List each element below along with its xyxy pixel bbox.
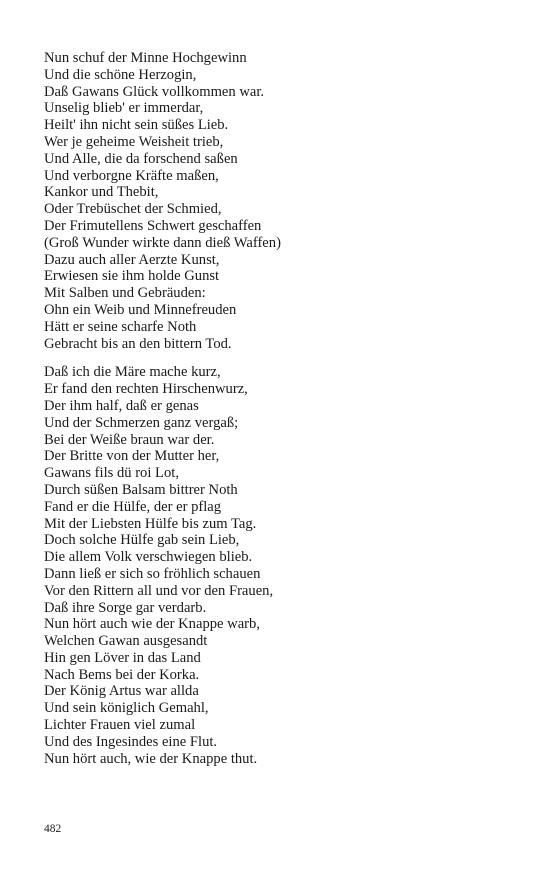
verse-line: Und der Schmerzen ganz vergaß; (44, 414, 239, 431)
verse-line: Und Alle, die da forschend saßen (44, 150, 238, 167)
verse-line: Er fand den rechten Hirschenwurz, (44, 381, 248, 398)
verse-line: Daß ich die Märe mache kurz, (44, 364, 221, 381)
verse-line: Nun schuf der Minne Hochgewinn (44, 50, 247, 66)
verse-line: Nun hört auch wie der Knappe warb, (44, 616, 260, 633)
verse-line: Der Frimutellens Schwert geschaffen (44, 217, 262, 234)
verse-line: Und des Ingesindes eine Flut. (44, 733, 218, 750)
verse-line: Und die schöne Herzogin, (44, 66, 197, 83)
verse-line: Wer je geheime Weisheit trieb, (44, 133, 224, 150)
verse-line: Unselig blieb' er immerdar, (44, 100, 204, 117)
verse-line: Hätt er seine scharfe Noth (44, 318, 197, 335)
verse-line: Der König Artus war allda (44, 683, 199, 700)
verse-line: Kankor und Thebit, (44, 184, 159, 201)
poem-text (44, 50, 524, 767)
verse-line: Der ihm half, daß er genas (44, 397, 199, 414)
verse-line: Hin gen Löver in das Land (44, 649, 201, 666)
stanza-1 (44, 50, 524, 352)
verse-line: Durch süßen Balsam bittrer Noth (44, 481, 238, 498)
verse-line: Vor den Rittern all und vor den Frauen, (44, 582, 274, 599)
verse-line: Mit Salben und Gebräuden: (44, 285, 206, 302)
verse-line: Nach Bems bei der Korka. (44, 666, 200, 683)
verse-line: Doch solche Hülfe gab sein Lieb, (44, 532, 240, 549)
verse-line: Nun hört auch, wie der Knappe thut. (44, 750, 258, 767)
verse-line: Gawans fils dü roi Lot, (44, 465, 179, 482)
verse-line: Erwiesen sie ihm holde Gunst (44, 268, 220, 285)
verse-line: Die allem Volk verschwiegen blieb. (44, 549, 253, 566)
verse-line: Lichter Frauen viel zumal (44, 717, 196, 734)
verse-line: Und verborgne Kräfte maßen, (44, 167, 219, 184)
verse-line: Ohn ein Weib und Minnefreuden (44, 301, 237, 318)
verse-line: Und sein königlich Gemahl, (44, 700, 209, 717)
verse-line: Welchen Gawan ausgesandt (44, 633, 208, 650)
verse-line: Daß ihre Sorge gar verdarb. (44, 599, 207, 616)
verse-line: Gebracht bis an den bittern Tod. (44, 335, 232, 352)
verse-line: Daß Gawans Glück vollkommen war. (44, 83, 265, 100)
stanza-2 (44, 364, 524, 767)
verse-line: Dann ließ er sich so fröhlich schauen (44, 565, 261, 582)
verse-line: Oder Trebüschet der Schmied, (44, 201, 222, 218)
verse-line: (Groß Wunder wirkte dann dieß Waffen) (44, 234, 281, 251)
verse-line: Bei der Weiße braun war der. (44, 431, 215, 448)
page-number: 482 (44, 823, 62, 835)
verse-line: Mit der Liebsten Hülfe bis zum Tag. (44, 515, 257, 532)
verse-line: Dazu auch aller Aerzte Kunst, (44, 251, 220, 268)
verse-line: Fand er die Hülfe, der er pflag (44, 498, 222, 515)
verse-line: Der Britte von der Mutter her, (44, 448, 220, 465)
verse-line: Heilt' ihn nicht sein süßes Lieb. (44, 117, 229, 134)
